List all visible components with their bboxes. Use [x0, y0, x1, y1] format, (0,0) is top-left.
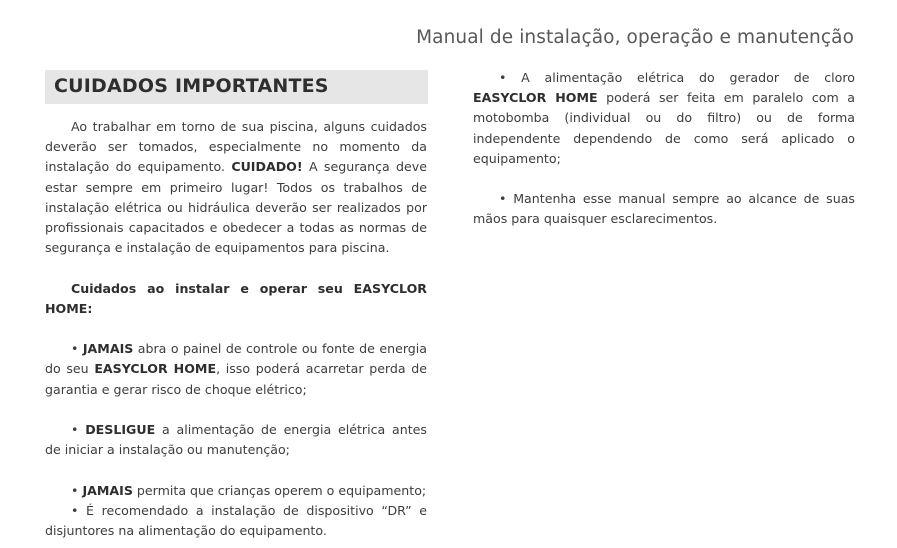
item-1-text-b: , isso poderá acarretar perda de garantia e gerar risco de choque elétrico; [45, 361, 428, 397]
item-2-bold: DESLIGUE [85, 422, 156, 437]
right-item-1 [473, 68, 855, 169]
right-item-2: • Mantenha esse manual sempre ao alcance de suas mãos para quaisquer esclarecimentos. [473, 191, 855, 227]
right-column [473, 68, 855, 230]
subheading-text: Cuidados ao instalar e operar seu EASYCLOR HOME: [45, 280, 427, 316]
right-item-1-text-b: poderá ser feita em paralelo com a motobomba (individual ou do filtro) ou de forma independente dependendo de como será aplicado o equipamento; [473, 90, 856, 166]
left-column [45, 117, 427, 541]
item-1-bold-1: JAMAIS [82, 341, 134, 357]
section-heading: CUIDADOS IMPORTANTES [54, 75, 329, 97]
item-1-bold-2: EASYCLOR HOME [94, 361, 217, 377]
bullet: • [71, 482, 83, 498]
intro-text-2: A segurança deve estar sempre em primeiro lugar! Todos os trabalhos de instalação elétrica ou hidráulica deverão ser realizados por profissionais capacitados e obedecer a todas as normas de segurança e instalação de equipamentos para piscina. [45, 159, 427, 256]
list-item-1 [45, 339, 427, 400]
intro-text-1: Ao trabalhar em torno de sua piscina, alguns cuidados deverão ser tomados, especialmente no momento da instalação do equipamento. [45, 119, 427, 175]
item-3-bold: JAMAIS [82, 482, 133, 498]
subheading [45, 279, 427, 319]
bullet: • [71, 422, 86, 437]
caution-label: CUIDADO! [231, 159, 303, 175]
right-item-1-bold: EASYCLOR HOME [473, 90, 598, 106]
right-item-1-text-a: • A alimentação elétrica do gerador de cloro [499, 70, 855, 85]
list-item-2 [45, 420, 427, 460]
bullet: • [71, 341, 83, 357]
list-item-4: • É recomendado a instalação de dispositivo “DR” e disjuntores na alimentação do equipamento. [45, 502, 427, 538]
item-3-text: permita que crianças operem o equipamento; [132, 482, 427, 498]
item-2-text: a alimentação de energia elétrica antes de iniciar a instalação ou manutenção; [45, 422, 427, 458]
page-header-title: Manual de instalação, operação e manutenção [416, 27, 854, 48]
section-heading-box [45, 70, 428, 104]
intro-paragraph [45, 117, 427, 258]
item-1-text-a: abra o painel de controle ou fonte de energia do seu [45, 341, 428, 377]
list-item-3 [45, 481, 427, 501]
